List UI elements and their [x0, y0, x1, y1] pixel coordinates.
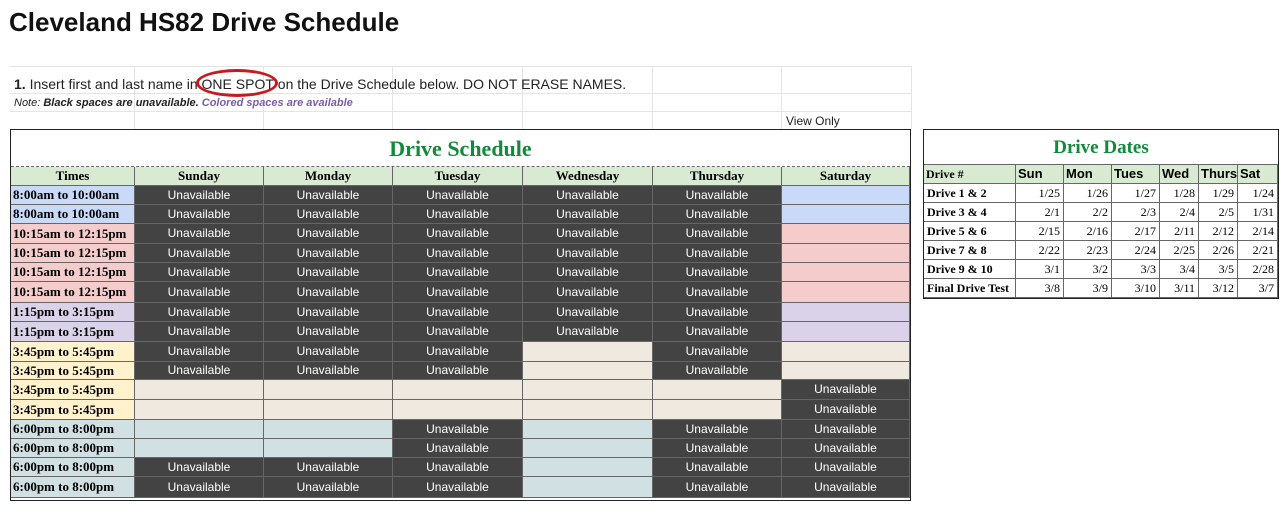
instruction-text-after: on the Drive Schedule below. DO NOT ERASE NAMES.	[273, 76, 627, 92]
unavailable-slot: Unavailable	[393, 322, 523, 342]
drive-date-cell: 2/4	[1160, 203, 1199, 222]
unavailable-slot: Unavailable	[653, 224, 782, 244]
drive-date-cell: 2/17	[1112, 222, 1160, 241]
drive-date-cell: 3/4	[1160, 260, 1199, 279]
available-slot[interactable]	[782, 224, 910, 244]
time-cell: 10:15am to 12:15pm	[11, 244, 135, 263]
available-slot[interactable]	[135, 420, 264, 439]
drive-date-cell: 3/3	[1112, 260, 1160, 279]
unavailable-slot: Unavailable	[135, 342, 264, 362]
unavailable-slot: Unavailable	[653, 303, 782, 322]
note-available: Colored spaces are available	[198, 97, 353, 109]
schedule-header-times: Times	[11, 167, 135, 186]
drive-date-cell: 2/3	[1112, 203, 1160, 222]
drive-date-cell: 2/15	[1016, 222, 1064, 241]
schedule-header-thursday: Thursday	[653, 167, 782, 186]
unavailable-slot: Unavailable	[264, 205, 393, 224]
drive-date-cell: 3/10	[1112, 279, 1160, 298]
drive-date-cell: 2/24	[1112, 241, 1160, 260]
dates-header-drive: Drive #	[924, 165, 1016, 184]
available-slot[interactable]	[523, 400, 653, 420]
unavailable-slot: Unavailable	[523, 205, 653, 224]
unavailable-slot: Unavailable	[393, 303, 523, 322]
unavailable-slot: Unavailable	[523, 263, 653, 282]
unavailable-slot: Unavailable	[135, 186, 264, 205]
drive-date-cell: 2/25	[1160, 241, 1199, 260]
gridline	[10, 93, 911, 94]
one-spot-highlight	[202, 75, 274, 93]
unavailable-slot: Unavailable	[135, 458, 264, 477]
available-slot[interactable]	[264, 380, 393, 400]
unavailable-slot: Unavailable	[393, 477, 523, 498]
drive-schedule-table	[10, 129, 911, 501]
unavailable-slot: Unavailable	[135, 362, 264, 380]
unavailable-slot: Unavailable	[653, 362, 782, 380]
unavailable-slot: Unavailable	[135, 477, 264, 498]
gridline	[911, 66, 912, 129]
unavailable-slot: Unavailable	[264, 458, 393, 477]
time-cell: 6:00pm to 8:00pm	[11, 477, 135, 498]
available-slot[interactable]	[135, 400, 264, 420]
time-cell: 3:45pm to 5:45pm	[11, 342, 135, 362]
unavailable-slot: Unavailable	[653, 342, 782, 362]
unavailable-slot: Unavailable	[264, 362, 393, 380]
gridline	[10, 111, 911, 112]
schedule-header-wednesday: Wednesday	[523, 167, 653, 186]
instruction-step-number: 1.	[14, 76, 26, 92]
time-cell: 1:15pm to 3:15pm	[11, 303, 135, 322]
drive-date-cell: 2/12	[1199, 222, 1238, 241]
available-slot[interactable]	[523, 439, 653, 458]
unavailable-slot: Unavailable	[523, 303, 653, 322]
schedule-header-monday: Monday	[264, 167, 393, 186]
unavailable-slot: Unavailable	[264, 303, 393, 322]
gridline	[652, 66, 653, 129]
drive-date-cell: 2/28	[1238, 260, 1278, 279]
available-slot[interactable]	[523, 342, 653, 362]
unavailable-slot: Unavailable	[264, 282, 393, 303]
unavailable-slot: Unavailable	[782, 420, 910, 439]
time-cell: 8:00am to 10:00am	[11, 186, 135, 205]
unavailable-slot: Unavailable	[653, 420, 782, 439]
unavailable-slot: Unavailable	[653, 477, 782, 498]
available-slot[interactable]	[393, 400, 523, 420]
drive-date-cell: 2/16	[1064, 222, 1112, 241]
unavailable-slot: Unavailable	[523, 186, 653, 205]
available-slot[interactable]	[782, 322, 910, 342]
one-spot-text: ONE SPOT	[201, 76, 274, 92]
unavailable-slot: Unavailable	[393, 282, 523, 303]
unavailable-slot: Unavailable	[393, 420, 523, 439]
drive-date-cell: 2/1	[1016, 203, 1064, 222]
unavailable-slot: Unavailable	[653, 186, 782, 205]
unavailable-slot: Unavailable	[135, 303, 264, 322]
available-slot[interactable]	[264, 420, 393, 439]
drive-date-cell: 3/11	[1160, 279, 1199, 298]
drive-date-cell: 2/14	[1238, 222, 1278, 241]
drive-label: Final Drive Test	[924, 279, 1016, 298]
available-slot[interactable]	[782, 186, 910, 205]
unavailable-slot: Unavailable	[264, 322, 393, 342]
drive-date-cell: 3/8	[1016, 279, 1064, 298]
dates-header-mon: Mon	[1064, 165, 1112, 184]
unavailable-slot: Unavailable	[782, 458, 910, 477]
unavailable-slot: Unavailable	[523, 322, 653, 342]
unavailable-slot: Unavailable	[782, 380, 910, 400]
unavailable-slot: Unavailable	[264, 244, 393, 263]
unavailable-slot: Unavailable	[653, 263, 782, 282]
drive-date-cell: 3/9	[1064, 279, 1112, 298]
available-slot[interactable]	[782, 205, 910, 224]
gridline	[10, 66, 911, 67]
unavailable-slot: Unavailable	[393, 186, 523, 205]
available-slot[interactable]	[523, 380, 653, 400]
unavailable-slot: Unavailable	[393, 458, 523, 477]
available-slot[interactable]	[782, 282, 910, 303]
time-cell: 10:15am to 12:15pm	[11, 224, 135, 244]
time-cell: 8:00am to 10:00am	[11, 205, 135, 224]
time-cell: 3:45pm to 5:45pm	[11, 362, 135, 380]
drive-date-cell: 3/5	[1199, 260, 1238, 279]
drive-date-cell: 1/24	[1238, 184, 1278, 203]
unavailable-slot: Unavailable	[653, 458, 782, 477]
available-slot[interactable]	[393, 380, 523, 400]
drive-date-cell: 1/31	[1238, 203, 1278, 222]
drive-date-cell: 3/2	[1064, 260, 1112, 279]
time-cell: 6:00pm to 8:00pm	[11, 439, 135, 458]
available-slot[interactable]	[523, 458, 653, 477]
unavailable-slot: Unavailable	[393, 244, 523, 263]
gridline	[781, 66, 782, 129]
drive-date-cell: 2/11	[1160, 222, 1199, 241]
unavailable-slot: Unavailable	[135, 282, 264, 303]
drive-dates-title: Drive Dates	[924, 130, 1278, 165]
dates-header-wed: Wed	[1160, 165, 1199, 184]
time-cell: 6:00pm to 8:00pm	[11, 458, 135, 477]
time-cell: 10:15am to 12:15pm	[11, 263, 135, 282]
unavailable-slot: Unavailable	[135, 244, 264, 263]
unavailable-slot: Unavailable	[393, 439, 523, 458]
dates-header-sat: Sat	[1238, 165, 1278, 184]
drive-date-cell: 2/22	[1016, 241, 1064, 260]
available-slot[interactable]	[782, 263, 910, 282]
drive-date-cell: 2/21	[1238, 241, 1278, 260]
time-cell: 6:00pm to 8:00pm	[11, 420, 135, 439]
available-slot[interactable]	[782, 303, 910, 322]
drive-label: Drive 3 & 4	[924, 203, 1016, 222]
unavailable-slot: Unavailable	[782, 400, 910, 420]
available-slot[interactable]	[523, 477, 653, 498]
unavailable-slot: Unavailable	[135, 263, 264, 282]
unavailable-slot: Unavailable	[393, 205, 523, 224]
page-title: Cleveland HS82 Drive Schedule	[9, 7, 400, 37]
drive-dates-table	[923, 129, 1279, 299]
available-slot[interactable]	[782, 342, 910, 362]
available-slot[interactable]	[782, 362, 910, 380]
drive-date-cell: 2/23	[1064, 241, 1112, 260]
drive-date-cell: 2/5	[1199, 203, 1238, 222]
note-unavailable: Black spaces are unavailable.	[43, 97, 199, 109]
available-slot[interactable]	[264, 400, 393, 420]
instruction-line	[14, 75, 626, 93]
unavailable-slot: Unavailable	[653, 439, 782, 458]
unavailable-slot: Unavailable	[523, 282, 653, 303]
unavailable-slot: Unavailable	[393, 342, 523, 362]
time-cell: 3:45pm to 5:45pm	[11, 380, 135, 400]
drive-label: Drive 5 & 6	[924, 222, 1016, 241]
unavailable-slot: Unavailable	[782, 439, 910, 458]
time-cell: 1:15pm to 3:15pm	[11, 322, 135, 342]
unavailable-slot: Unavailable	[653, 244, 782, 263]
drive-label: Drive 9 & 10	[924, 260, 1016, 279]
drive-schedule-title: Drive Schedule	[11, 130, 910, 167]
unavailable-slot: Unavailable	[264, 263, 393, 282]
dates-header-thurs: Thurs	[1199, 165, 1238, 184]
available-slot[interactable]	[135, 439, 264, 458]
drive-date-cell: 1/27	[1112, 184, 1160, 203]
available-slot[interactable]	[653, 380, 782, 400]
availability-note	[14, 96, 353, 110]
drive-date-cell: 3/7	[1238, 279, 1278, 298]
unavailable-slot: Unavailable	[523, 244, 653, 263]
available-slot[interactable]	[653, 400, 782, 420]
unavailable-slot: Unavailable	[135, 205, 264, 224]
schedule-header-sunday: Sunday	[135, 167, 264, 186]
available-slot[interactable]	[523, 362, 653, 380]
drive-date-cell: 1/28	[1160, 184, 1199, 203]
drive-date-cell: 1/29	[1199, 184, 1238, 203]
available-slot[interactable]	[264, 439, 393, 458]
unavailable-slot: Unavailable	[264, 477, 393, 498]
available-slot[interactable]	[523, 420, 653, 439]
schedule-header-saturday: Saturday	[782, 167, 910, 186]
dates-header-sun: Sun	[1016, 165, 1064, 184]
unavailable-slot: Unavailable	[264, 342, 393, 362]
unavailable-slot: Unavailable	[264, 186, 393, 205]
available-slot[interactable]	[782, 244, 910, 263]
unavailable-slot: Unavailable	[523, 224, 653, 244]
time-cell: 3:45pm to 5:45pm	[11, 400, 135, 420]
view-only-label: View Only	[786, 114, 840, 128]
time-cell: 10:15am to 12:15pm	[11, 282, 135, 303]
unavailable-slot: Unavailable	[264, 224, 393, 244]
unavailable-slot: Unavailable	[393, 263, 523, 282]
unavailable-slot: Unavailable	[393, 362, 523, 380]
unavailable-slot: Unavailable	[135, 322, 264, 342]
drive-label: Drive 1 & 2	[924, 184, 1016, 203]
available-slot[interactable]	[135, 380, 264, 400]
red-circle-annotation	[196, 69, 278, 97]
drive-date-cell: 3/12	[1199, 279, 1238, 298]
unavailable-slot: Unavailable	[393, 224, 523, 244]
unavailable-slot: Unavailable	[653, 282, 782, 303]
drive-label: Drive 7 & 8	[924, 241, 1016, 260]
drive-date-cell: 2/2	[1064, 203, 1112, 222]
unavailable-slot: Unavailable	[135, 224, 264, 244]
instruction-text-before: Insert first and last name in	[25, 76, 202, 92]
drive-date-cell: 1/26	[1064, 184, 1112, 203]
unavailable-slot: Unavailable	[653, 205, 782, 224]
unavailable-slot: Unavailable	[782, 477, 910, 498]
drive-date-cell: 3/1	[1016, 260, 1064, 279]
drive-date-cell: 1/25	[1016, 184, 1064, 203]
dates-header-tues: Tues	[1112, 165, 1160, 184]
unavailable-slot: Unavailable	[653, 322, 782, 342]
drive-date-cell: 2/26	[1199, 241, 1238, 260]
schedule-header-tuesday: Tuesday	[393, 167, 523, 186]
note-prefix: Note:	[14, 97, 44, 109]
